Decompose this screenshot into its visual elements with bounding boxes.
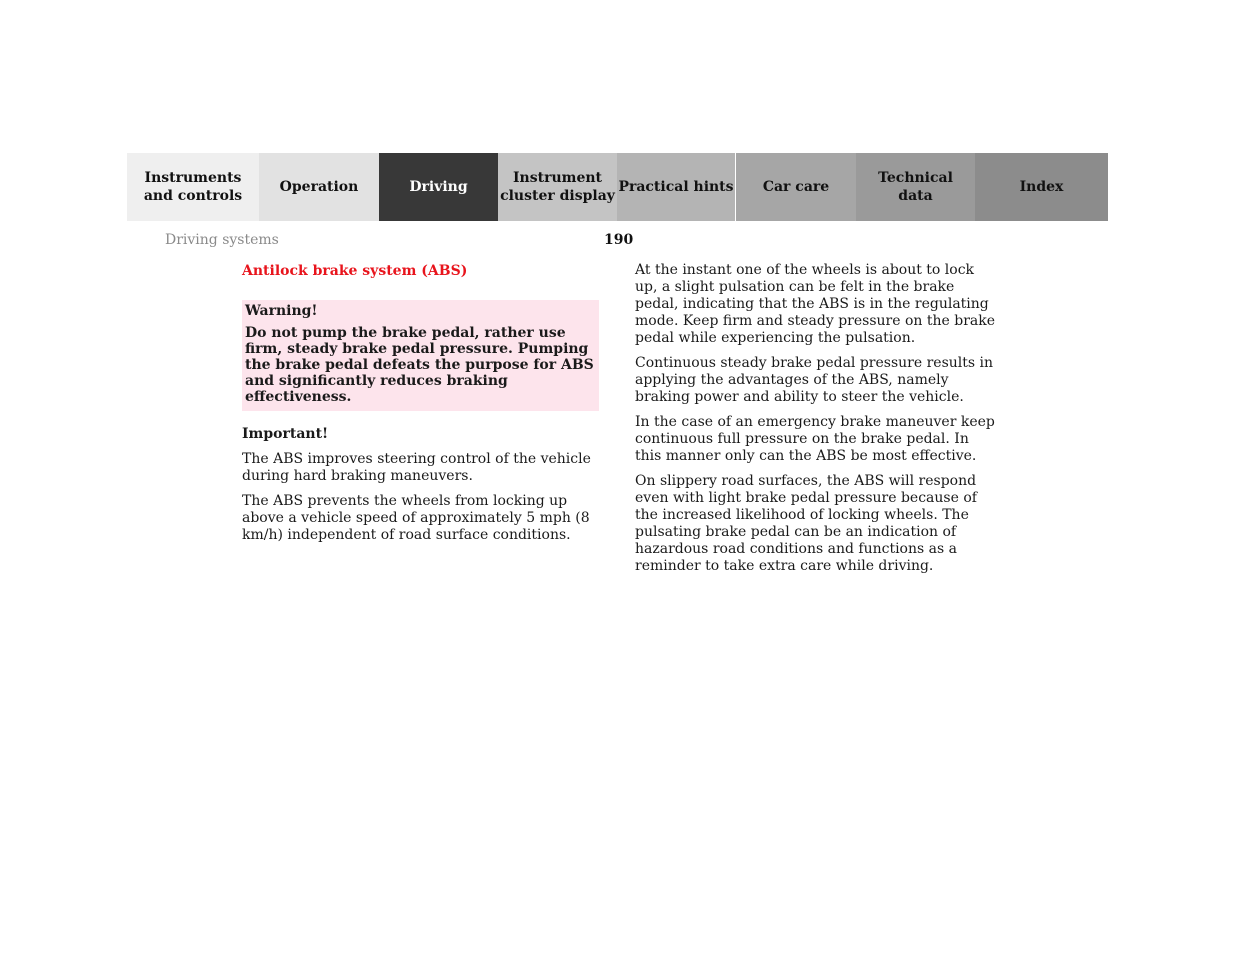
left-column (242, 262, 599, 552)
tab-label: Practical hints (618, 179, 734, 195)
chapter-nav (127, 153, 1108, 221)
paragraph: In the case of an emergency brake maneuver keep continuous full pressure on the brake pedal. In this manner only can the ABS be most effective. (635, 414, 995, 464)
paragraph: Continuous steady brake pedal pressure results in applying the advantages of the ABS, namely braking power and ability to steer the vehicle. (635, 355, 994, 405)
tab-label: Car care (762, 179, 830, 195)
tab-index[interactable] (975, 153, 1108, 221)
important-label: Important! (242, 426, 329, 442)
tab-practical-hints[interactable] (617, 153, 736, 221)
paragraph: At the instant one of the wheels is about to lock up, a slight pulsation can be felt in the brake pedal, indicating that the ABS is in the regulating mode. Keep firm and steady pressure on the brake pedal while experiencing the pulsation. (635, 262, 996, 346)
page-number: 190 (604, 232, 634, 248)
tab-label: Operation (279, 179, 359, 195)
warning-box (242, 300, 599, 411)
tab-instruments-and-controls[interactable] (127, 153, 259, 221)
section-title: Driving systems (165, 232, 279, 248)
abs-heading: Antilock brake system (ABS) (242, 263, 468, 279)
tab-car-care[interactable] (736, 153, 856, 221)
paragraph: On slippery road surfaces, the ABS will respond even with light brake pedal pressure because of the increased likelihood of locking wheels. The pulsating brake pedal can be an indication of hazardous road conditions and functions as a reminder to take extra care while driving. (635, 473, 977, 574)
tab-label: Instruments and controls (143, 170, 243, 204)
tab-label: Technical data (878, 170, 953, 204)
tab-technical-data[interactable] (856, 153, 975, 221)
right-column (635, 262, 995, 583)
warning-title: Warning! (245, 303, 318, 319)
tab-driving[interactable] (379, 153, 498, 221)
tab-instrument-cluster-display[interactable] (498, 153, 617, 221)
tab-label: Instrument cluster display (500, 170, 615, 204)
tab-operation[interactable] (259, 153, 379, 221)
warning-text: Do not pump the brake pedal, rather use firm, steady brake pedal pressure. Pumping the brake pedal defeats the purpose for ABS and significantly reduces braking effectiveness. (245, 325, 594, 405)
paragraph: The ABS improves steering control of the vehicle during hard braking maneuvers. (242, 451, 591, 484)
tab-label: Index (1019, 179, 1064, 195)
tab-label: Driving (409, 179, 468, 195)
paragraph: The ABS prevents the wheels from locking up above a vehicle speed of approximately 5 mph (8 km/h) independent of road surface conditions. (242, 493, 590, 543)
